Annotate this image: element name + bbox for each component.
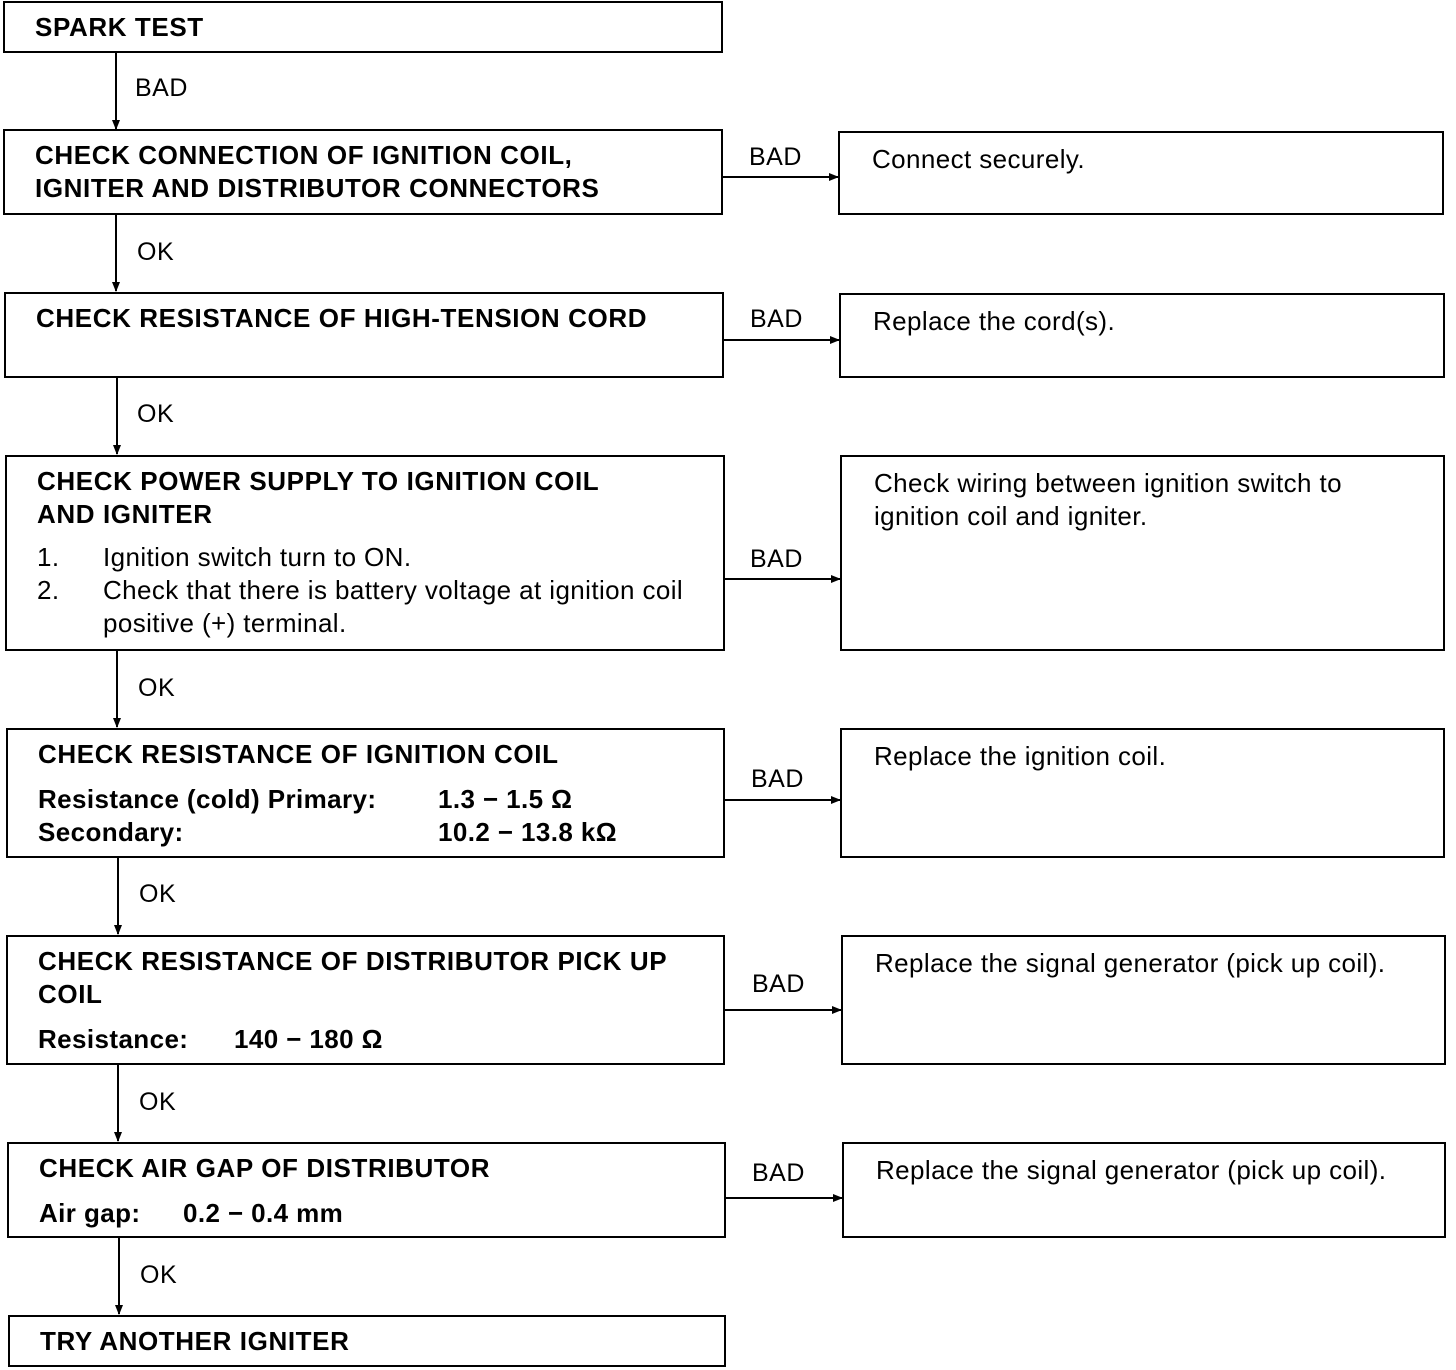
step-title-line: CHECK CONNECTION OF IGNITION COIL, bbox=[35, 140, 573, 170]
remedy-replace-signal-generator-airgap bbox=[842, 1142, 1446, 1238]
procedure-num: 1. bbox=[37, 542, 60, 572]
step-title-line: IGNITER AND DISTRIBUTOR CONNECTORS bbox=[35, 173, 600, 203]
bad-label-4: BAD bbox=[751, 765, 804, 793]
bad-label-2: BAD bbox=[750, 305, 803, 333]
spec-label: Secondary: bbox=[38, 817, 184, 847]
remedy-connect-securely bbox=[838, 131, 1444, 215]
step-title-line: CHECK POWER SUPPLY TO IGNITION COIL bbox=[37, 466, 600, 496]
spec-value: 10.2 − 13.8 kΩ bbox=[438, 817, 617, 847]
remedy-text: Replace the signal generator (pick up coil). bbox=[875, 948, 1386, 978]
procedure-text: Ignition switch turn to ON. bbox=[103, 542, 412, 572]
bad-label-start: BAD bbox=[135, 74, 188, 102]
remedy-replace-signal-generator bbox=[841, 935, 1446, 1065]
spec-row bbox=[38, 783, 723, 816]
procedure-num: 2. bbox=[37, 575, 60, 605]
coil-resistance-spec bbox=[38, 783, 723, 849]
procedure-item bbox=[37, 574, 717, 640]
remedy-replace-ignition-coil bbox=[840, 728, 1445, 858]
remedy-text: Replace the ignition coil. bbox=[874, 741, 1167, 771]
remedy-check-wiring bbox=[840, 455, 1445, 651]
step-title-line: CHECK RESISTANCE OF HIGH-TENSION CORD bbox=[36, 303, 648, 333]
air-gap-spec bbox=[39, 1197, 724, 1230]
spec-value: 1.3 − 1.5 Ω bbox=[438, 784, 573, 814]
spec-label: Air gap: bbox=[39, 1198, 141, 1228]
spec-row bbox=[38, 1023, 723, 1056]
step-title-line: CHECK AIR GAP OF DISTRIBUTOR bbox=[39, 1153, 491, 1183]
remedy-text: Replace the cord(s). bbox=[873, 306, 1116, 336]
ok-label-5: OK bbox=[139, 1088, 177, 1116]
remedy-text: Check wiring between ignition switch to ignition coil and igniter. bbox=[874, 468, 1342, 531]
step-title-line: CHECK RESISTANCE OF IGNITION COIL bbox=[38, 739, 559, 769]
end-title: TRY ANOTHER IGNITER bbox=[40, 1326, 350, 1356]
bad-label-5: BAD bbox=[752, 970, 805, 998]
ok-label-1: OK bbox=[137, 238, 175, 266]
spec-value: 0.2 − 0.4 mm bbox=[183, 1198, 344, 1228]
bad-label-3: BAD bbox=[750, 545, 803, 573]
step-check-pickup-coil-resistance bbox=[6, 935, 725, 1065]
ok-label-4: OK bbox=[139, 880, 177, 908]
spec-row bbox=[39, 1197, 724, 1230]
spec-row bbox=[38, 816, 723, 849]
remedy-text: Connect securely. bbox=[872, 144, 1085, 174]
step-check-high-tension-cord bbox=[4, 292, 724, 378]
ok-label-3: OK bbox=[138, 674, 176, 702]
bad-label-6: BAD bbox=[752, 1159, 805, 1187]
step-title-line: COIL bbox=[38, 979, 103, 1009]
step-check-power-supply bbox=[5, 455, 725, 651]
procedure-text: Check that there is battery voltage at ignition coil positive (+) terminal. bbox=[103, 575, 684, 638]
remedy-text: Replace the signal generator (pick up coil). bbox=[876, 1155, 1387, 1185]
remedy-replace-cords bbox=[839, 293, 1445, 378]
spec-label: Resistance: bbox=[38, 1024, 189, 1054]
pickup-resistance-spec bbox=[38, 1023, 723, 1056]
spec-label: Resistance (cold) Primary: bbox=[38, 784, 377, 814]
step-title-line: CHECK RESISTANCE OF DISTRIBUTOR PICK UP bbox=[38, 946, 668, 976]
ok-label-6: OK bbox=[140, 1261, 178, 1289]
step-check-air-gap bbox=[7, 1142, 726, 1238]
spark-test-box bbox=[3, 1, 723, 53]
spark-test-title: SPARK TEST bbox=[35, 12, 204, 42]
step-check-connections bbox=[3, 129, 723, 215]
spec-value: 140 − 180 Ω bbox=[234, 1024, 383, 1054]
procedure-item bbox=[37, 541, 717, 574]
try-another-igniter-box bbox=[8, 1315, 726, 1367]
step-check-ignition-coil-resistance bbox=[6, 728, 725, 858]
ok-label-2: OK bbox=[137, 400, 175, 428]
procedure-list bbox=[37, 541, 717, 640]
bad-label-1: BAD bbox=[749, 143, 802, 171]
step-title-line: AND IGNITER bbox=[37, 499, 213, 529]
